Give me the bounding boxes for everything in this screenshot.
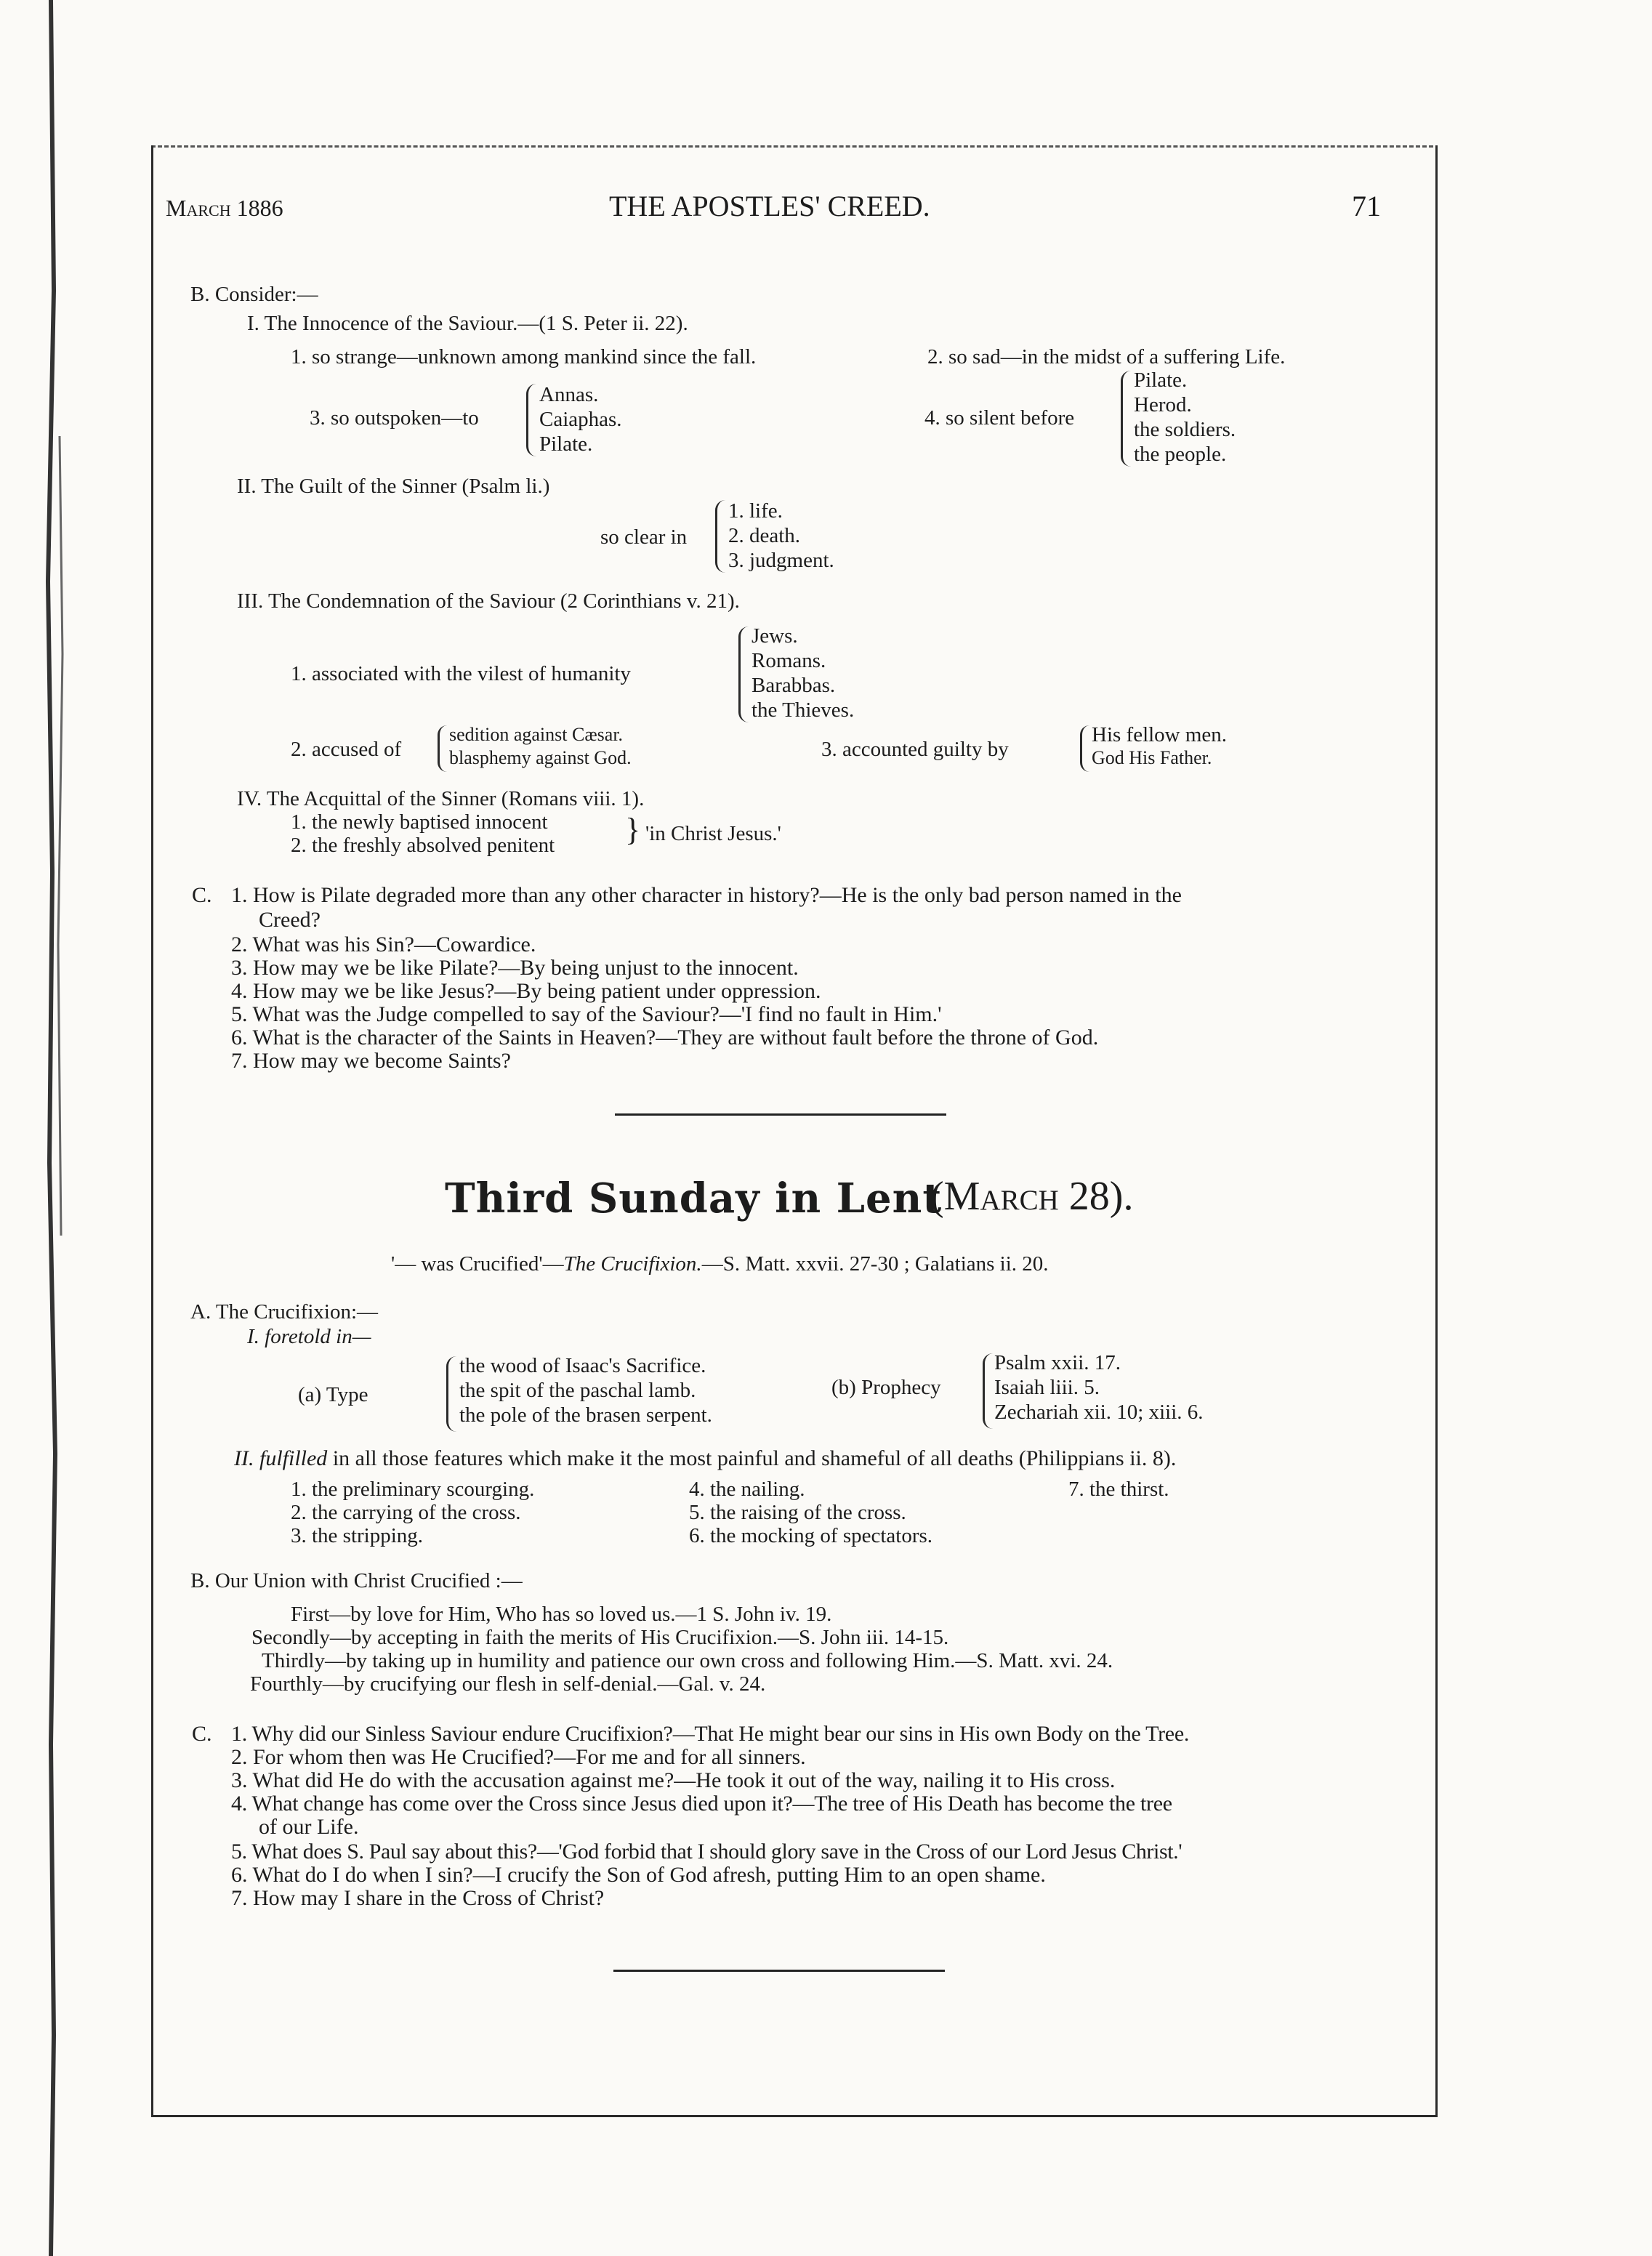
list-item: 2. the carrying of the cross. <box>291 1501 521 1524</box>
question-line: 2. For whom then was He Crucified?—For me and for all sinners. <box>231 1745 806 1769</box>
list-item: Caiaphas. <box>539 408 622 431</box>
prophecy-label: (b) Prophecy <box>831 1376 941 1399</box>
page-number: 71 <box>1352 190 1381 222</box>
section-b-iv-title: IV. The Acquittal of the Sinner (Romans viii. 1). <box>237 787 645 810</box>
question-line: 5. What was the Judge compelled to say of the Saviour?—'I find no fault in Him.' <box>231 1002 942 1026</box>
list-item: 1. life. <box>728 499 783 523</box>
section-b-i-point4-label: 4. so silent before <box>924 406 1075 430</box>
question-line: 6. What do I do when I sin?—I crucify the Son of God afresh, putting Him to an open shame. <box>231 1863 1046 1887</box>
section-c-label: C. <box>192 883 212 907</box>
subtitle-refs: —S. Matt. xxvii. 27-30 ; Galatians ii. 20. <box>701 1252 1049 1276</box>
section-b-ii-title: II. The Guilt of the Sinner (Psalm li.) <box>237 475 550 498</box>
list-item: Isaiah liii. 5. <box>994 1376 1100 1399</box>
sunday-subtitle <box>391 1252 1049 1276</box>
list-item: Herod. <box>1134 393 1192 416</box>
closing-brace-icon: } <box>625 812 641 847</box>
subtitle-italic: The Crucifixion. <box>563 1252 702 1276</box>
subtitle-quote: '— was Crucified'— <box>391 1252 564 1276</box>
list-item: sedition against Cæsar. <box>449 724 624 745</box>
list-item: the people. <box>1134 443 1227 466</box>
union-line: Secondly—by accepting in faith the merits of His Crucifixion.—S. John iii. 14-15. <box>251 1626 949 1649</box>
list-item: Psalm xxii. 17. <box>994 1351 1121 1374</box>
section-divider <box>613 1970 945 1972</box>
question-line: 7. How may we become Saints? <box>231 1049 511 1073</box>
union-line: Fourthly—by crucifying our flesh in self-denial.—Gal. v. 24. <box>250 1672 766 1696</box>
section-b-i-point3-label: 3. so outspoken—to <box>310 406 479 430</box>
list-item: 5. the raising of the cross. <box>689 1501 906 1524</box>
list-item: His fellow men. <box>1092 723 1228 746</box>
section-b2-heading: B. Our Union with Christ Crucified :— <box>190 1569 523 1592</box>
list-item: Annas. <box>539 383 599 406</box>
brace <box>446 1356 457 1432</box>
brace <box>438 725 447 772</box>
list-item: Pilate. <box>1134 368 1188 392</box>
fulfilled-italic: II. fulfilled <box>234 1446 328 1470</box>
list-item: 2. death. <box>728 524 801 547</box>
question-line: 1. How is Pilate degraded more than any other character in history?—He is the only bad person named in the <box>231 883 1182 907</box>
list-item: the pole of the brasen serpent. <box>459 1403 712 1427</box>
section-a-ii-title <box>234 1446 1176 1471</box>
list-item: 3. the stripping. <box>291 1524 424 1547</box>
list-item: Pilate. <box>539 432 593 456</box>
list-item: Zechariah xii. 10; xiii. 6. <box>994 1401 1204 1424</box>
section-b-iii-title: III. The Condemnation of the Saviour (2 Corinthians v. 21). <box>237 589 740 613</box>
question-line: 2. What was his Sin?—Cowardice. <box>231 932 536 956</box>
brace <box>983 1353 994 1429</box>
header-date: March 1886 <box>166 195 283 221</box>
question-line: 3. What did He do with the accusation against me?—He took it out of the way, nailing it to His cross. <box>231 1768 1116 1792</box>
union-line: First—by love for Him, Who has so loved us.—1 S. John iv. 19. <box>291 1603 832 1626</box>
union-line: Thirdly—by taking up in humility and patience our own cross and following Him.—S. Matt. xvi. 24. <box>262 1649 1113 1672</box>
question-line: 3. How may we be like Pilate?—By being unjust to the innocent. <box>231 956 799 980</box>
sunday-date: (March 28). <box>930 1174 1134 1219</box>
section-b-iii-point2-label: 2. accused of <box>291 738 402 761</box>
list-item: Romans. <box>752 649 826 672</box>
question-line: of our Life. <box>259 1815 359 1839</box>
list-item: 1. the newly baptised innocent <box>291 810 548 834</box>
list-item: God His Father. <box>1092 747 1212 768</box>
brace <box>738 627 749 722</box>
section-b-iv-label: 'in Christ Jesus.' <box>645 822 781 845</box>
list-item: blasphemy against God. <box>449 747 632 768</box>
question-line: 6. What is the character of the Saints in Heaven?—They are without fault before the throne of God. <box>231 1026 1099 1050</box>
section-b-i-title: I. The Innocence of the Saviour.—(1 S. Peter ii. 22). <box>247 312 688 335</box>
list-item: Barabbas. <box>752 674 836 697</box>
header-title: THE APOSTLES' CREED. <box>609 190 930 222</box>
list-item: 7. the thirst. <box>1068 1478 1169 1501</box>
question-line: 1. Why did our Sinless Saviour endure Crucifixion?—That He might bear our sins in His own Body on the Tree. <box>231 1722 1190 1746</box>
list-item: the spit of the paschal lamb. <box>459 1379 696 1402</box>
brace <box>715 500 726 573</box>
list-item: the Thieves. <box>752 698 855 722</box>
list-item: 3. judgment. <box>728 549 834 572</box>
type-label: (a) Type <box>298 1383 368 1406</box>
brace <box>1080 725 1089 772</box>
section-b-i-point2: 2. so sad—in the midst of a suffering Life. <box>927 345 1286 368</box>
question-line: 4. How may we be like Jesus?—By being patient under oppression. <box>231 979 821 1003</box>
list-item: 1. the preliminary scourging. <box>291 1478 535 1501</box>
sunday-title: Third Sunday in Lent <box>445 1175 943 1222</box>
list-item: 4. the nailing. <box>689 1478 805 1501</box>
brace <box>1121 371 1132 467</box>
section-c2-label: C. <box>192 1722 212 1746</box>
list-item: 2. the freshly absolved penitent <box>291 834 555 857</box>
brace <box>526 384 537 456</box>
list-item: the soldiers. <box>1134 418 1236 441</box>
section-b-i-point1: 1. so strange—unknown among mankind since the fall. <box>291 345 757 368</box>
list-item: the wood of Isaac's Sacrifice. <box>459 1354 706 1377</box>
question-line: 5. What does S. Paul say about this?—'God forbid that I should glory save in the Cross of our Lord Jesus Christ.' <box>231 1840 1182 1864</box>
section-b-ii-label: so clear in <box>600 525 688 549</box>
question-line: 4. What change has come over the Cross since Jesus died upon it?—The tree of His Death has become the tree <box>231 1792 1172 1816</box>
scan-edge-artifact <box>0 0 80 2256</box>
list-item: 6. the mocking of spectators. <box>689 1524 933 1547</box>
section-a-i-title: I. foretold in— <box>247 1325 371 1348</box>
section-a-heading: A. The Crucifixion:— <box>190 1300 379 1324</box>
section-b-iii-point1-label: 1. associated with the vilest of humanity <box>291 662 631 685</box>
section-b-heading: B. Consider:— <box>190 283 318 306</box>
section-divider <box>615 1113 946 1116</box>
section-a-ii-rest: in all those features which make it the most painful and shameful of all deaths (Philippians ii. 8). <box>332 1446 1177 1470</box>
question-line: 7. How may I share in the Cross of Christ? <box>231 1886 605 1910</box>
list-item: Jews. <box>752 624 798 648</box>
section-b-iii-point3-label: 3. accounted guilty by <box>821 738 1009 761</box>
question-line: Creed? <box>259 908 321 932</box>
